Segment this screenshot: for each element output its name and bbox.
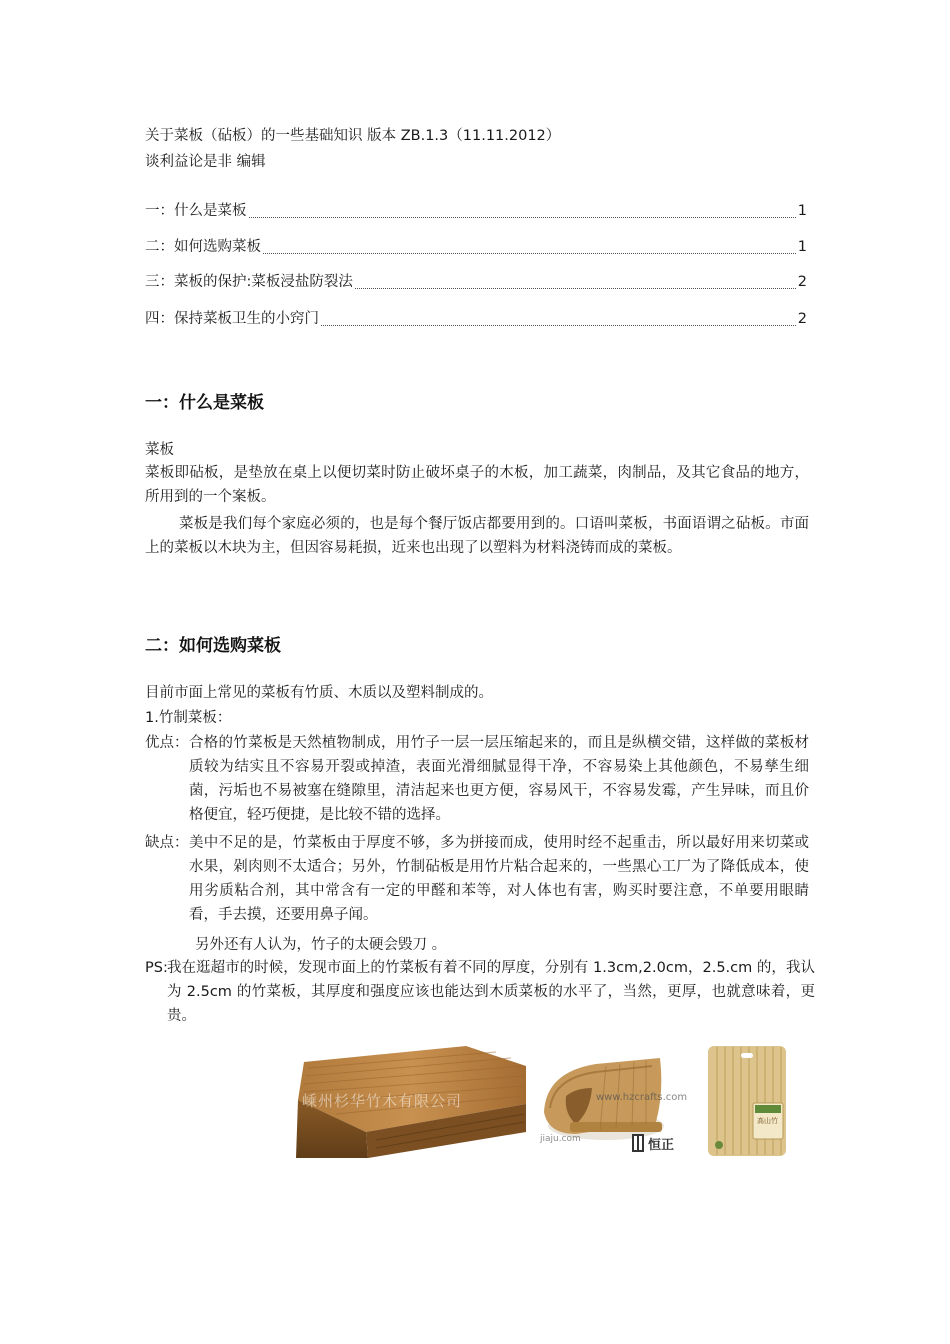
bamboo-board-photo-1 xyxy=(296,1040,529,1158)
brand-logo-text: 恒正 xyxy=(648,1138,675,1153)
toc-entry[interactable] xyxy=(145,200,807,222)
toc-entry-page: 2 xyxy=(797,311,807,327)
toc-entry[interactable] xyxy=(145,308,807,330)
ps-text xyxy=(167,956,815,1028)
paragraph: 菜板是我们每个家庭必须的，也是每个餐厅饭店都要用到的。口语叫菜板，书面语谓之砧板。市面上的菜板以木块为主，但因容易耗损，近来也出现了以塑料为材料浇铸而成的菜板。 xyxy=(145,516,809,556)
watermark-text: 嵊州杉华竹木有限公司 xyxy=(302,1092,463,1110)
pros-text-content: 合格的竹菜板是天然植物制成，用竹子一层一层压缩起来的，而且是纵横交错，这样做的菜板材质较为结实且不容易开裂或掉渣，表面光滑细腻显得干净，不容易染上其他颜色，不易孳生细菌，污垢也不易被塞在缝隙里，清洁起来也更方便，容易风干，不容易发霉，产生异味，而且价格便宜，轻巧便捷，是比较不错的选择。 xyxy=(189,735,809,823)
source-site-text: jiaju.com xyxy=(540,1134,581,1144)
toc-leader-dots xyxy=(321,324,796,326)
paragraph: 菜板即砧板，是垫放在桌上以便切菜时防止破坏桌子的木板，加工蔬菜，肉制品，及其它食品的地方，所用到的一个案板。 xyxy=(145,465,809,505)
toc-entry-label: 三：菜板的保护:菜板浸盐防裂法 xyxy=(145,274,353,290)
document-editor: 谈利益论是非 编辑 xyxy=(145,154,266,170)
ps-text-content: 我在逛超市的时候，发现市面上的竹菜板有着不同的厚度，分别有 1.3cm,2.0cm，2.5.cm 的，我认为 2.5cm 的竹菜板，其厚度和强度应该也能达到木质菜板的水平了，当然，更厚，也就意味着，更贵。 xyxy=(167,960,815,1024)
toc-entry-label: 四：保持菜板卫生的小窍门 xyxy=(145,311,319,327)
product-label-text: 高山竹 xyxy=(757,1117,778,1125)
cons-label: 缺点： xyxy=(145,835,189,851)
toc-leader-dots xyxy=(249,216,796,218)
toc-leader-dots xyxy=(355,287,796,289)
subsection-title: 1.竹制菜板： xyxy=(145,710,232,726)
toc-leader-dots xyxy=(263,252,796,254)
flat-bamboo-board-image xyxy=(705,1043,789,1158)
toc-entry-page: 1 xyxy=(797,203,807,219)
ps-label: PS: xyxy=(145,960,168,976)
toc-entry-label: 一：什么是菜板 xyxy=(145,203,247,219)
section-term: 菜板 xyxy=(145,442,174,458)
section-heading: 一：什么是菜板 xyxy=(145,393,264,413)
paragraph: 目前市面上常见的菜板有竹质、木质以及塑料制成的。 xyxy=(145,685,493,701)
toc-entry-page: 2 xyxy=(797,274,807,290)
toc-entry-label: 二：如何选购菜板 xyxy=(145,239,261,255)
document-title: 关于菜板（砧板）的一些基础知识 版本 ZB.1.3（11.11.2012） xyxy=(145,128,561,144)
cons-text-content: 美中不足的是，竹菜板由于厚度不够，多为拼接而成，使用时经不起重击，所以最好用来切菜或水果，剁肉则不太适合；另外，竹制砧板是用竹片粘合起来的，一些黑心工厂为了降低成本，使用劣质粘合剂，其中常含有一定的甲醛和苯等，对人体也有害，购买时要注意，不单要用眼睛看，手去摸，还要用鼻子闻。 xyxy=(189,835,809,923)
pros-label: 优点： xyxy=(145,735,189,751)
bamboo-board-photo-3 xyxy=(705,1043,789,1158)
toc-entry-page: 1 xyxy=(797,239,807,255)
toc-entry[interactable] xyxy=(145,271,807,293)
pros-text xyxy=(189,731,809,827)
cons-text xyxy=(189,831,809,927)
toc-entry[interactable] xyxy=(145,236,807,258)
cons-extra: 另外还有人认为，竹子的太硬会毁刀 。 xyxy=(195,937,447,953)
section-heading: 二：如何选购菜板 xyxy=(145,636,281,656)
bamboo-board-photo-2 xyxy=(536,1052,696,1158)
watermark-url: www.hzcrafts.com xyxy=(596,1092,688,1103)
